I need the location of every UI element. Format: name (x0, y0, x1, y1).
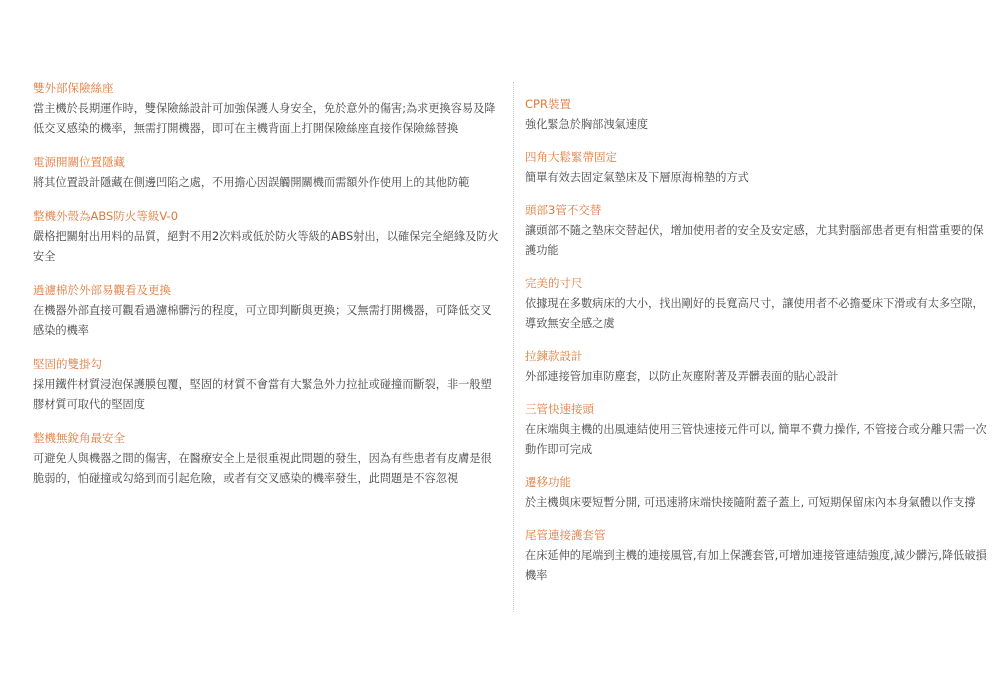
feature-section (33, 354, 499, 415)
feature-section (525, 525, 993, 586)
feature-title: 堅固的雙掛勾 (33, 357, 102, 371)
feature-title: 遷移功能 (525, 475, 571, 489)
feature-description: 強化緊急於胸部洩氣速度 (525, 118, 649, 131)
feature-description: 在機器外部直接可觀看過濾棉髒污的程度，可立即判斷與更換；又無需打開機器，可降低交叉感染的機率 (33, 304, 492, 337)
feature-description: 於主機與床要短暫分開, 可迅速將床端快接隨附蓋子蓋上, 可短期保留床內本身氣體以作支撐 (525, 496, 976, 509)
feature-section (525, 399, 993, 460)
feature-section (525, 273, 993, 334)
feature-title: 尾管連接護套管 (525, 528, 606, 542)
feature-description: 在床延伸的尾端到主機的連接風管,有加上保護套管,可增加連接管連結強度,減少髒污,降低破損機率 (525, 549, 987, 582)
feature-description: 外部連接管加車防塵套，以防止灰塵附著及弄髒表面的貼心設計 (525, 370, 839, 383)
feature-section (33, 78, 499, 139)
feature-section (525, 346, 993, 387)
feature-section (33, 152, 499, 193)
feature-title: 整機無銳角最安全 (33, 431, 125, 445)
feature-description: 可避免人與機器之間的傷害，在醫療安全上是很重視此問題的發生，因為有些患者有皮膚是很脆弱的，怕碰撞或勾絡到而引起危險，或者有交叉感染的機率發生，此問題是不容忽視 (33, 452, 492, 485)
column-divider (513, 82, 514, 612)
feature-description: 嚴格把關射出用料的品質，絕對不用2次料或低於防火等級的ABS射出，以確保完全絕緣及防火安全 (33, 230, 499, 263)
feature-description: 在床端與主機的出風連結使用三管快速接元件可以, 簡單不費力操作, 不管接合或分離只需一次動作即可完成 (525, 423, 987, 456)
feature-section (525, 147, 993, 188)
feature-title: 整機外殼為ABS防火等級V-0 (33, 209, 179, 223)
feature-description: 讓頭部不隨之墊床交替起伏，增加使用者的安全及安定感，尤其對腦部患者更有相當重要的保護功能 (525, 224, 984, 257)
feature-title: 四角大鬆緊帶固定 (525, 150, 617, 164)
left-feature-column (33, 78, 499, 502)
feature-section (33, 206, 499, 267)
feature-section (33, 280, 499, 341)
feature-description: 將其位置設計隱藏在側邊凹陷之處，不用擔心因誤觸開關機而需額外作使用上的其他防範 (33, 176, 470, 189)
feature-section (33, 428, 499, 489)
feature-section (525, 200, 993, 261)
feature-title: 拉鍊款設計 (525, 349, 583, 363)
feature-section (525, 472, 993, 513)
feature-section (525, 94, 993, 135)
feature-title: 雙外部保險絲座 (33, 81, 114, 95)
right-feature-column (525, 94, 993, 598)
feature-title: 電源開關位置隱藏 (33, 155, 125, 169)
feature-title: 三管快速接頭 (525, 402, 594, 416)
feature-description: 採用鐵件材質浸泡保護膜包覆，堅固的材質不會當有大緊急外力拉扯或碰撞而斷裂，非一般塑膠材質可取代的堅固度 (33, 378, 492, 411)
feature-title: 過濾棉於外部易觀看及更換 (33, 283, 171, 297)
feature-description: 依據現在多數病床的大小，找出剛好的長寬高尺寸，讓使用者不必擔憂床下滑或有太多空隙，導致無安全感之虞 (525, 297, 984, 330)
feature-title: 完美的寸尺 (525, 276, 583, 290)
feature-title: 頭部3管不交替 (525, 203, 602, 217)
feature-description: 當主機於長期運作時，雙保險絲設計可加強保護人身安全，免於意外的傷害;為求更換容易及降低交叉感染的機率，無需打開機器，即可在主機背面上打開保險絲座直接作保險絲替換 (33, 102, 496, 135)
feature-description: 簡單有效去固定氣墊床及下層原海棉墊的方式 (525, 171, 749, 184)
feature-title: CPR裝置 (525, 97, 571, 111)
